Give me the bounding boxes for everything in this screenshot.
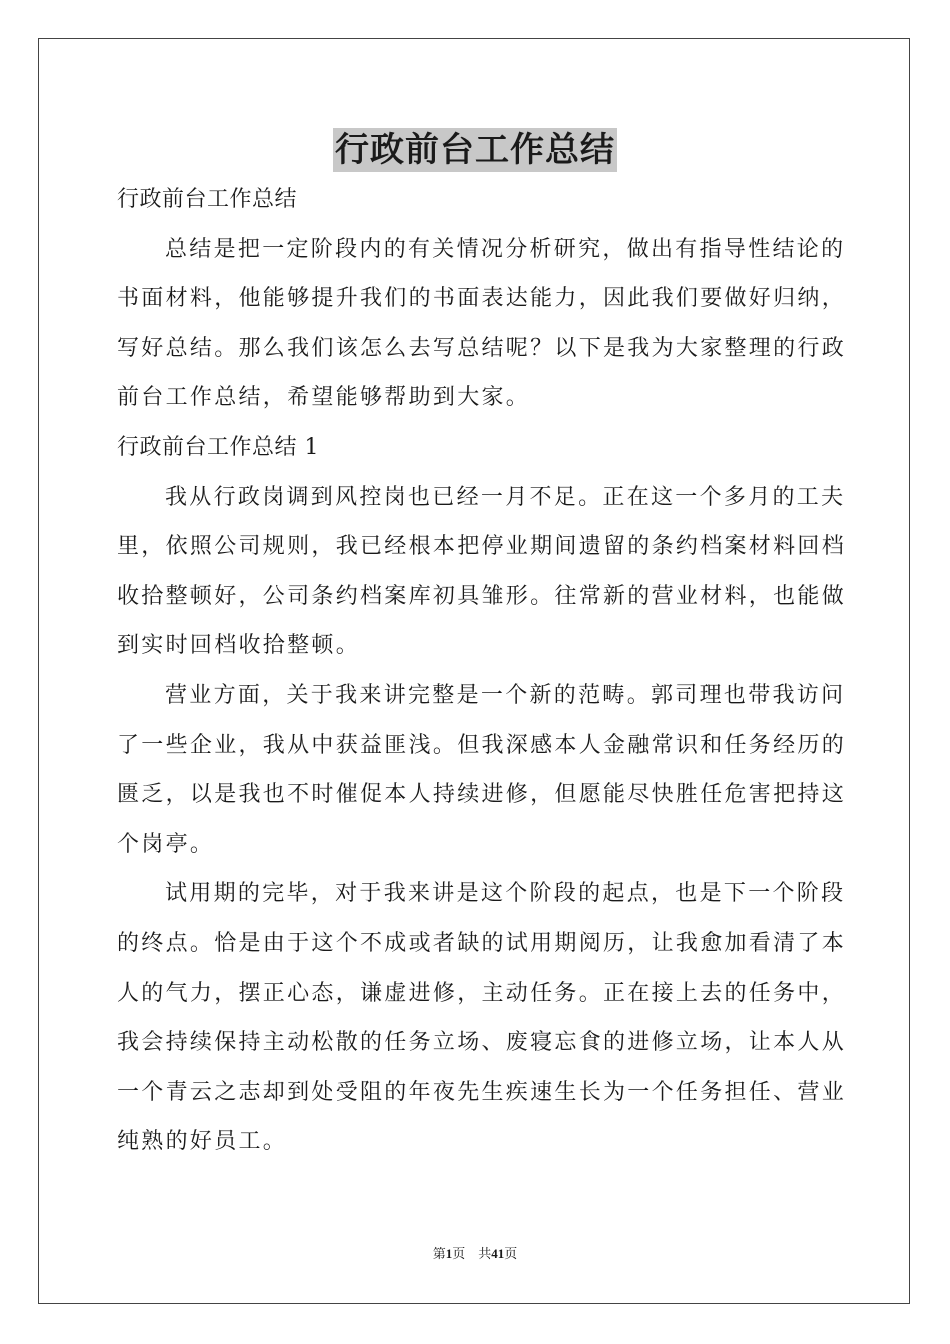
total-label-suffix: 页 xyxy=(504,1246,518,1261)
text-line: 一个青云之志却到处受阻的年夜先生疾速生长为一个任务担任、营业 xyxy=(117,1079,847,1105)
section-heading: 行政前台工作总结 1 xyxy=(117,434,319,460)
text-line: 到实时回档收拾整顿。 xyxy=(117,633,361,659)
section-heading: 行政前台工作总结 xyxy=(117,187,298,212)
text-line: 前台工作总结，希望能够帮助到大家。 xyxy=(117,385,531,411)
text-line: 总结是把一定阶段内的有关情况分析研究，做出有指导性结论的 xyxy=(165,236,846,262)
text-line: 我会持续保持主动松散的任务立场、废寝忘食的进修立场，让本人从 xyxy=(117,1030,847,1056)
page-label-suffix: 页 xyxy=(452,1246,466,1261)
text-line: 收拾整顿好，公司条约档案库初具雏形。往常新的营业材料，也能做 xyxy=(117,583,847,609)
title-container xyxy=(0,128,950,172)
text-line: 了一些企业，我从中获益匪浅。但我深感本人金融常识和任务经历的 xyxy=(117,732,847,758)
text-line: 营业方面，关于我来讲完整是一个新的范畴。郭司理也带我访问 xyxy=(165,682,846,708)
text-line: 书面材料，他能够提升我们的书面表达能力，因此我们要做好归纳， xyxy=(117,286,847,312)
text-line: 我从行政岗调到风控岗也已经一月不足。正在这一个多月的工夫 xyxy=(165,484,846,510)
document-title: 行政前台工作总结 xyxy=(335,130,615,170)
text-line: 的终点。恰是由于这个不成或者缺的试用期阅历，让我愈加看清了本 xyxy=(117,930,847,956)
text-line: 里，依照公司规则，我已经根本把停业期间遗留的条约档案材料回档 xyxy=(117,534,847,560)
total-pages: 41 xyxy=(491,1246,505,1261)
text-line: 写好总结。那么我们该怎么去写总结呢？以下是我为大家整理的行政 xyxy=(117,335,847,361)
page-footer xyxy=(0,1244,950,1264)
text-line: 匮乏，以是我也不时催促本人持续进修，但愿能尽快胜任危害把持这 xyxy=(117,782,847,808)
document-body xyxy=(117,175,847,1167)
text-line: 人的气力，摆正心态，谦虚进修，主动任务。正在接上去的任务中， xyxy=(117,980,847,1006)
text-line: 纯熟的好员工。 xyxy=(117,1129,288,1155)
total-label-prefix: 共 xyxy=(478,1246,492,1261)
page-label-prefix: 第 xyxy=(432,1246,446,1261)
text-line: 个岗亭。 xyxy=(117,831,215,857)
text-line: 试用期的完毕，对于我来讲是这个阶段的起点，也是下一个阶段 xyxy=(165,881,846,907)
page-number: 1 xyxy=(445,1246,453,1261)
